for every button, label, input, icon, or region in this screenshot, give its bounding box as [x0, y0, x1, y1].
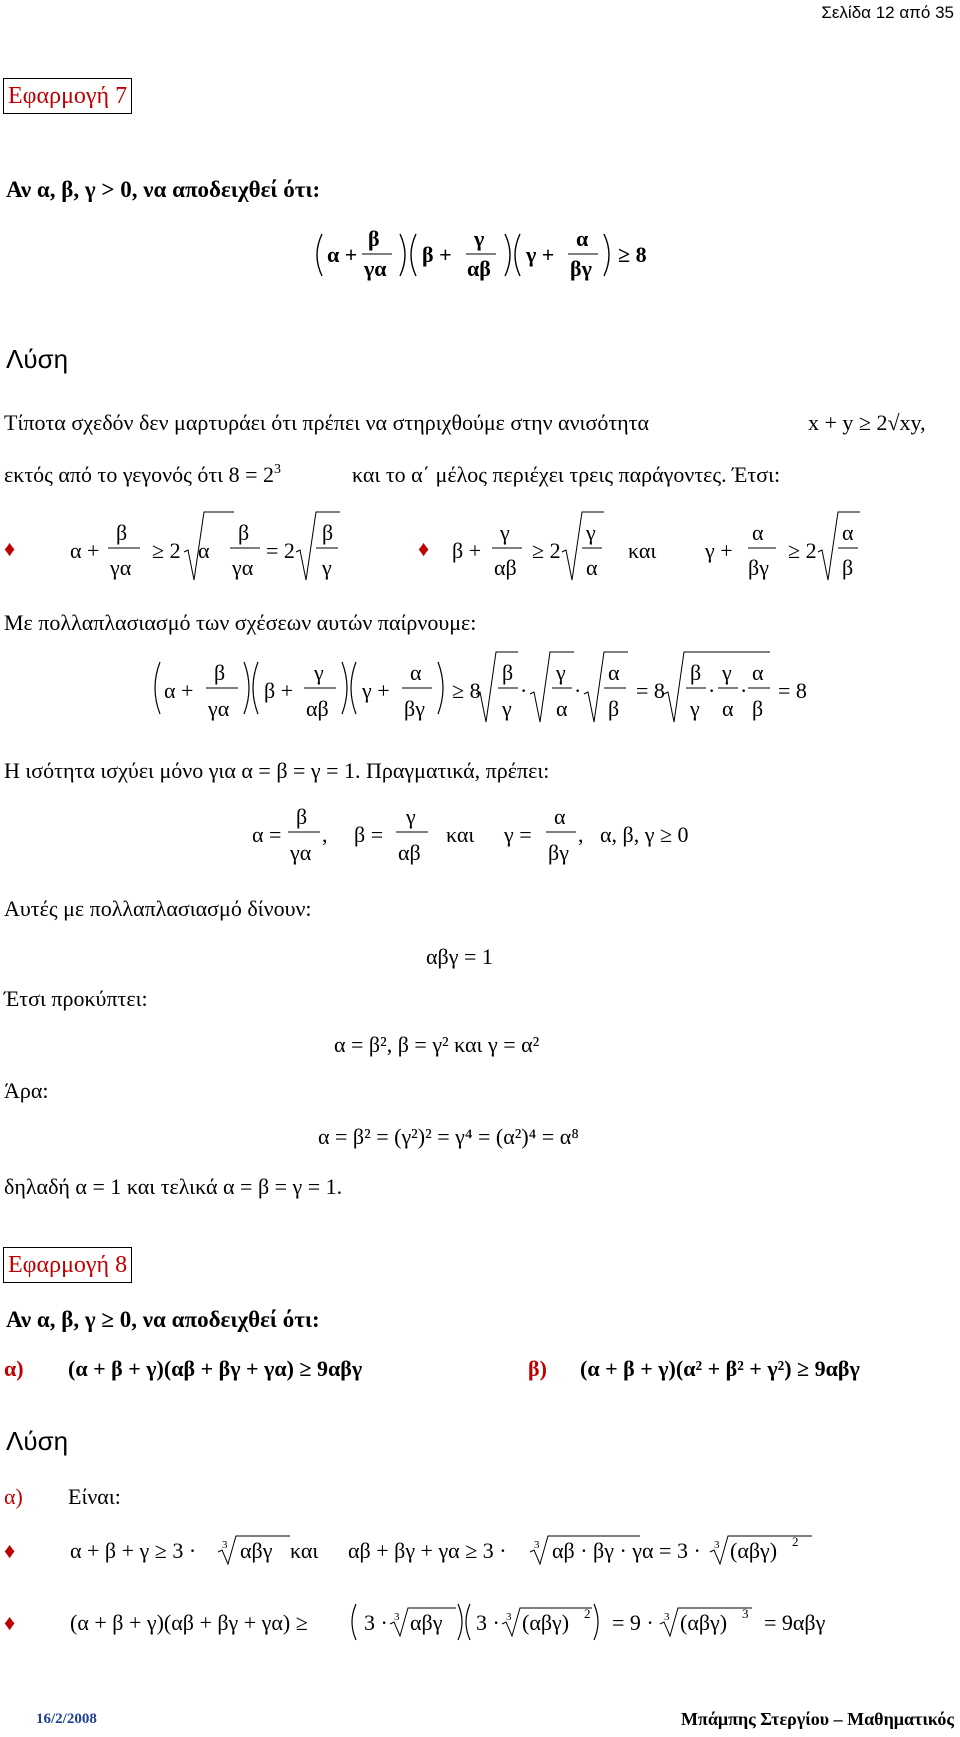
diamond-icon: ♦ — [418, 536, 430, 561]
svg-text:= 9 ·: = 9 · — [612, 1610, 654, 1635]
svg-text:αβ: αβ — [467, 256, 491, 281]
svg-text:,: , — [578, 822, 584, 847]
these-mult: Αυτές με πολλαπλασιασμό δίνουν: — [4, 896, 312, 921]
conditions-line — [252, 804, 584, 865]
svg-text:α: α — [556, 696, 568, 721]
diamond-icon: ♦ — [4, 1538, 16, 1563]
svg-text:α +: α + — [70, 538, 100, 563]
svg-text:≥ 2: ≥ 2 — [152, 538, 181, 563]
svg-text:βγ: βγ — [748, 555, 769, 580]
svg-text:(αβγ): (αβγ) — [522, 1610, 570, 1635]
svg-text:α: α — [842, 520, 854, 545]
svg-text:β: β — [502, 660, 514, 685]
product-line — [155, 652, 807, 722]
svg-text:α: α — [554, 804, 566, 829]
svg-text:β: β — [608, 696, 620, 721]
svg-text:α +: α + — [164, 678, 194, 703]
thus-label: Έτσι προκύπτει: — [4, 986, 148, 1011]
square-relations: α = β², β = γ² και γ = α² — [334, 1032, 540, 1057]
app7-solution-heading: Λύση — [6, 344, 69, 374]
svg-text:≥ 8: ≥ 8 — [618, 242, 647, 267]
footer-author: Μπάμπης Στεργίου – Μαθηματικός — [681, 1709, 954, 1729]
svg-text:αβ + βγ + γα ≥ 3 ·: αβ + βγ + γα ≥ 3 · — [348, 1538, 507, 1563]
svg-text:2: 2 — [792, 1534, 799, 1549]
svg-text:γ: γ — [690, 696, 700, 721]
svg-text:α: α — [576, 226, 589, 251]
svg-text:,: , — [322, 822, 328, 847]
sol-a-line2 — [70, 1604, 826, 1640]
svg-text:α + β + γ ≥ 3 ·: α + β + γ ≥ 3 · — [70, 1538, 197, 1563]
svg-text:α =: α = — [252, 822, 282, 847]
svg-text:γ +: γ + — [526, 242, 555, 267]
einai-label: Είναι: — [68, 1484, 121, 1509]
app7-statement: Αν α, β, γ > 0, να αποδειχθεί ότι: — [6, 177, 321, 202]
svg-text:β: β — [116, 520, 128, 545]
part-a-inequality: (α + β + γ)(αβ + βγ + γα) ≥ 9αβγ — [68, 1356, 363, 1381]
svg-text:β: β — [752, 696, 764, 721]
svg-text:3: 3 — [506, 1611, 512, 1623]
sol-a-line1 — [70, 1534, 812, 1564]
svg-text:α: α — [752, 520, 764, 545]
section-title-app8: Εφαρμογή 8 — [3, 1247, 132, 1283]
svg-text:γα: γα — [110, 555, 132, 580]
svg-text:γ: γ — [500, 520, 510, 545]
part-b-inequality: (α + β + γ)(α² + β² + γ²) ≥ 9αβγ — [580, 1356, 860, 1381]
svg-text:γ: γ — [502, 696, 512, 721]
power-chain: α = β² = (γ²)² = γ⁴ = (α²)⁴ = α⁸ — [318, 1124, 579, 1149]
svg-text:αβ · βγ · γα = 3 ·: αβ · βγ · γα = 3 · — [552, 1538, 701, 1563]
app7-main-inequality — [317, 226, 647, 281]
page-label: Σελίδα 12 από 35 — [821, 3, 954, 22]
svg-text:γα: γα — [364, 256, 387, 281]
svg-text:(αβγ): (αβγ) — [730, 1538, 778, 1563]
svg-text:α: α — [586, 555, 598, 580]
kai-word: και — [628, 538, 657, 563]
svg-text:γ: γ — [586, 520, 596, 545]
svg-text:και: και — [290, 1538, 319, 1563]
amgm-row — [70, 512, 860, 580]
svg-text:α: α — [752, 660, 764, 685]
line-mult: Με πολλαπλασιασμό των σχέσεων αυτών παίρνουμε: — [4, 610, 477, 635]
svg-text:γ: γ — [722, 660, 732, 685]
app7-line2a: εκτός από το γεγονός ότι $8 = 2^3$ — [4, 462, 281, 487]
svg-text:= 2: = 2 — [266, 538, 295, 563]
svg-text:γ: γ — [556, 660, 566, 685]
equality-line: Η ισότητα ισχύει μόνο για α = β = γ = 1. Πραγματικά, πρέπει: — [4, 758, 550, 783]
diamond-icon: ♦ — [4, 536, 16, 561]
svg-text:α: α — [198, 538, 210, 563]
svg-text:≥ 2: ≥ 2 — [788, 538, 817, 563]
svg-text:≥ 2: ≥ 2 — [532, 538, 561, 563]
svg-text:αβγ: αβγ — [410, 1610, 443, 1635]
sol-a-label: α) — [4, 1484, 23, 1509]
svg-text:β =: β = — [354, 822, 384, 847]
svg-text:·: · — [574, 678, 582, 703]
svg-text:βγ: βγ — [404, 696, 425, 721]
svg-text:β: β — [322, 520, 334, 545]
abg-eq-1: αβγ = 1 — [426, 944, 493, 969]
app8-statement: Αν α, β, γ ≥ 0, να αποδειχθεί ότι: — [6, 1307, 320, 1332]
svg-text:αβγ: αβγ — [240, 1538, 273, 1563]
ara-label: Άρα: — [4, 1078, 49, 1103]
app7-line2b: και το α΄ μέλος περιέχει τρεις παράγοντες. Έτσι: — [352, 462, 781, 487]
svg-text:αβ: αβ — [306, 696, 329, 721]
svg-text:≥ 8: ≥ 8 — [452, 678, 481, 703]
svg-text:3 ·: 3 · — [476, 1610, 500, 1635]
svg-text:αβ: αβ — [398, 840, 421, 865]
svg-text:= 8: = 8 — [778, 678, 807, 703]
svg-text:β: β — [214, 660, 226, 685]
svg-text:(α + β + γ)(αβ + βγ + γα) ≥: (α + β + γ)(αβ + βγ + γα) ≥ — [70, 1610, 308, 1635]
svg-text:βγ: βγ — [570, 256, 592, 281]
svg-text:= 8: = 8 — [636, 678, 665, 703]
svg-text:3: 3 — [222, 1539, 228, 1551]
svg-text:·: · — [520, 678, 528, 703]
svg-text:γ =: γ = — [504, 822, 532, 847]
svg-text:α: α — [608, 660, 620, 685]
svg-text:αβ: αβ — [494, 555, 517, 580]
svg-text:2: 2 — [584, 1606, 591, 1621]
part-b-label: β) — [528, 1356, 547, 1381]
section-title-app7: Εφαρμογή 7 — [3, 78, 132, 114]
cond-suffix: α, β, γ ≥ 0 — [600, 822, 689, 847]
svg-text:α +: α + — [327, 242, 358, 267]
svg-text:3: 3 — [394, 1611, 400, 1623]
app7-line1: Τίποτα σχεδόν δεν μαρτυράει ότι πρέπει να στηριχθούμε στην ανισότητα — [4, 410, 650, 435]
svg-text:·: · — [708, 678, 716, 703]
svg-text:γ +: γ + — [362, 678, 390, 703]
svg-text:βγ: βγ — [548, 840, 569, 865]
svg-text:3 ·: 3 · — [364, 1610, 388, 1635]
svg-text:β +: β + — [264, 678, 294, 703]
svg-text:β: β — [842, 555, 854, 580]
svg-text:(αβγ): (αβγ) — [680, 1610, 728, 1635]
svg-text:3: 3 — [714, 1539, 720, 1551]
svg-text:β: β — [368, 226, 380, 251]
app8-solution-heading: Λύση — [6, 1426, 69, 1456]
svg-text:β: β — [238, 520, 250, 545]
conclusion: δηλαδή α = 1 και τελικά α = β = γ = 1. — [4, 1174, 343, 1199]
svg-text:γα: γα — [232, 555, 254, 580]
svg-text:3: 3 — [664, 1611, 670, 1623]
svg-text:·: · — [740, 678, 748, 703]
svg-text:γ +: γ + — [705, 538, 733, 563]
diamond-icon: ♦ — [4, 1610, 16, 1635]
svg-text:γ: γ — [322, 555, 332, 580]
svg-text:γα: γα — [290, 840, 312, 865]
part-a-label: α) — [4, 1356, 24, 1381]
svg-text:β +: β + — [452, 538, 482, 563]
ineq-xy: x + y ≥ 2√xy, — [808, 410, 926, 435]
svg-text:β: β — [296, 804, 308, 829]
svg-text:= 9αβγ: = 9αβγ — [764, 1610, 826, 1635]
footer-date: 16/2/2008 — [36, 1711, 97, 1727]
svg-text:α: α — [410, 660, 422, 685]
svg-text:β +: β + — [422, 242, 452, 267]
svg-text:3: 3 — [534, 1539, 540, 1551]
svg-text:3: 3 — [742, 1606, 749, 1621]
svg-text:α: α — [722, 696, 734, 721]
svg-text:β: β — [690, 660, 702, 685]
svg-text:γ: γ — [474, 226, 485, 251]
svg-text:γ: γ — [314, 660, 324, 685]
svg-text:και: και — [446, 822, 475, 847]
svg-text:γ: γ — [406, 804, 416, 829]
svg-text:γα: γα — [208, 696, 230, 721]
